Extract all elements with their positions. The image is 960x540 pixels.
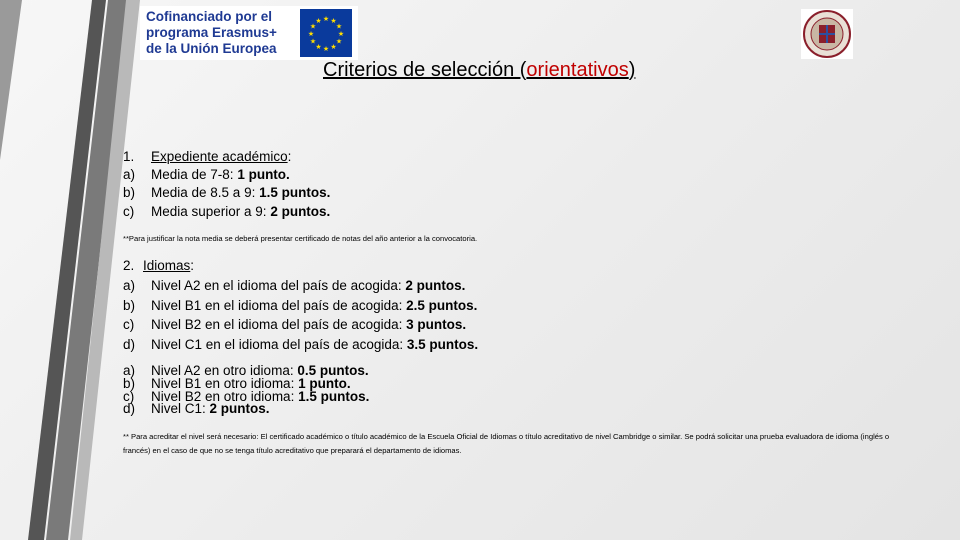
list-item: c) Media superior a 9: 2 puntos. [123, 203, 331, 219]
other-language-list [123, 365, 369, 416]
eu-star-icon: ★ [307, 31, 315, 38]
list-heading: 2. Idiomas: [123, 258, 195, 273]
language-criteria-list [123, 256, 478, 355]
eu-star-icon: ★ [309, 23, 317, 31]
list-heading: 1. Expediente académico: [123, 149, 292, 164]
eu-star-icon: ★ [322, 16, 330, 23]
list-item: c) Nivel B2 en el idioma del país de acogida: 3 puntos. [123, 317, 467, 333]
academic-criteria-list [123, 148, 330, 221]
erasmus-logo [140, 6, 358, 60]
list-item: b) Nivel B1 en el idioma del país de acogida: 2.5 puntos. [123, 297, 478, 313]
list-item: b) Media de 8.5 a 9: 1.5 puntos. [123, 185, 331, 201]
eu-star-icon: ★ [335, 23, 343, 31]
eu-star-icon: ★ [322, 46, 330, 53]
list-item: c) Nivel B2 en otro idioma: 1.5 puntos. [123, 388, 370, 404]
eu-star-icon: ★ [337, 31, 345, 38]
eu-star-icon: ★ [330, 44, 337, 51]
eu-star-icon: ★ [315, 18, 322, 25]
academic-note: **Para justificar la nota media se deberá presentar certificado de notas del año anterior a la convocatoria. [123, 234, 478, 243]
list-item: a) Nivel A2 en el idioma del país de acogida: 2 puntos. [123, 277, 466, 293]
eu-star-icon: ★ [309, 38, 317, 46]
school-seal-icon [801, 9, 853, 59]
decorative-stripes [0, 0, 140, 540]
list-item: a) Nivel A2 en otro idioma: 0.5 puntos. [123, 363, 369, 378]
list-item: a) Media de 7-8: 1 punto. [123, 167, 290, 183]
eu-star-icon: ★ [315, 44, 322, 51]
list-item: d) Nivel C1 en el idioma del país de acogida: 3.5 puntos. [123, 337, 479, 353]
list-item: b) Nivel B1 en otro idioma: 1 punto. [123, 375, 351, 391]
language-note: ** Para acreditar el nivel será necesario: El certificado académico o título académico de la Escuela Oficial de Idiomas o título acreditativo de nivel Cambridge o similar. Se podrá solicitar una prueba evaluadora de idioma (inglés o francés) en el caso de que no se tenga título acreditativo que preparará el departamento de idiomas. [123, 432, 890, 455]
list-item: d) Nivel C1: 2 puntos. [123, 401, 270, 417]
page-title: Criterios de selección (orientativos) [323, 59, 636, 81]
eu-star-icon: ★ [335, 38, 343, 46]
eu-flag-icon [300, 9, 352, 57]
erasmus-logo-text: Cofinanciado por el programa Erasmus+ de la Unión Europea [146, 9, 277, 56]
eu-star-icon: ★ [330, 18, 337, 25]
